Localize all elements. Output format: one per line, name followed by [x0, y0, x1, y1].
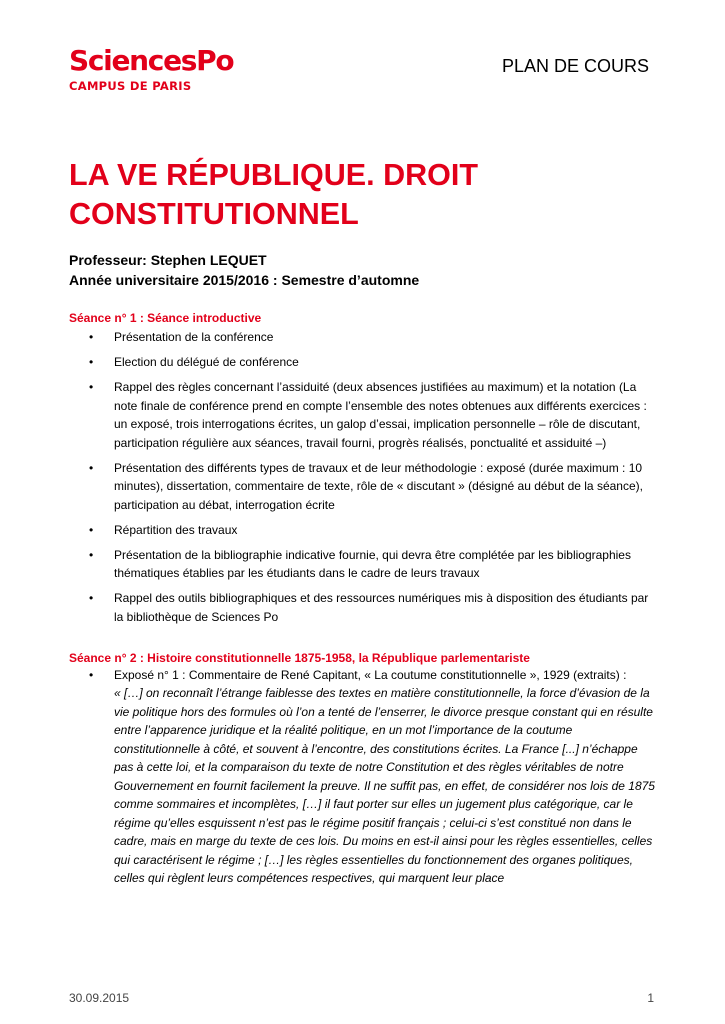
bullet-icon: • — [89, 547, 94, 562]
list-item: • Répartition des travaux — [0, 521, 659, 540]
course-meta — [69, 250, 419, 290]
list-item: • Présentation de la conférence — [0, 328, 659, 347]
session-1-heading: Séance n° 1 : Séance introductive — [69, 311, 262, 325]
bullet-icon: • — [89, 355, 94, 369]
bullet-icon: • — [89, 522, 94, 537]
footer-date: 30.09.2015 — [69, 991, 130, 1005]
list-item: • Rappel des outils bibliographiques et des ressources numériques mis à disposition des étudiants par la bibliothèque de Sciences Po — [89, 591, 649, 624]
session-1-list — [0, 328, 659, 626]
course-title-line-2: CONSTITUTIONNEL — [69, 197, 359, 231]
page-number: 1 — [647, 991, 654, 1005]
course-title — [69, 156, 669, 234]
list-item: • Exposé n° 1 : Commentaire de René Capitant, « La coutume constitutionnelle », 1929 (extraits) : — [0, 666, 659, 685]
bullet-icon: • — [89, 330, 94, 344]
list-item: • Election du délégué de conférence — [0, 353, 659, 372]
course-title-line-1: LA VE RÉPUBLIQUE. DROIT — [69, 158, 478, 192]
bullet-icon: • — [89, 380, 94, 394]
bullet-icon: • — [89, 460, 94, 475]
logo-campus: CAMPUS DE PARIS — [69, 79, 192, 93]
session-2-heading: Séance n° 2 : Histoire constitutionnelle 1875-1958, la République parlementariste — [69, 651, 530, 665]
list-item: • Rappel des règles concernant l’assiduité (deux absences justifiées au maximum) et la notation (La note finale de conférence prend en compte l’ensemble des notes obtenues aux différents exercices : un exposé, trois interrogations écrites, un galop d’essai, implication personnelle – rôle de discutant, participation régulière aux séances, travail fourni, progrès réalisés, ponctualité et assiduité –) — [89, 380, 647, 450]
bullet-icon: • — [89, 591, 94, 605]
sciencespo-logo — [69, 46, 233, 93]
document-type: PLAN DE COURS — [501, 56, 649, 76]
list-item: • Présentation des différents types de travaux et de leur méthodologie : exposé (durée maximum : 10 minutes), dissertation, commentaire de texte, rôle de « discutant » (désigné au début de la séance), participation au débat, interrogation écrite — [89, 460, 643, 512]
logo-wordmark: SciencesPo — [69, 44, 234, 77]
professor: Professeur: Stephen LEQUET — [69, 252, 267, 268]
session-2-list — [0, 666, 659, 685]
exposé-quote: « […] on reconnaît l’étrange faiblesse des textes en matière constitutionnelle, la force d’évasion de la vie politique hors des formules où l’on a tenté de l’enserrer, le divorce presque constant qui en résulte entre l’apparence juridique et la réalité politique, en un mot l’importance de la coutume constitutionnelle à côté, et souvent à l’encontre, des constitutions écrites. La France [...] n’échappe pas à cette loi, et la comparaison du texte de notre Constitution et des règles véritables de notre Gouvernement en fournit facilement la preuve. Il ne suffit pas, en effet, de considérer nos lois de 1875 comme sommaires et incomplètes, […] il faut porter sur elles un jugement plus catégorique, car le régime qu’elles esquissent n’est pas le régime positif français ; celui-ci s’est constitué non dans le cadre, mais en marge du texte de ces lois. Du moins en est-il ainsi pour les règles essentielles, celles qui caractérisent le régime ; […] les règles essentielles du fonctionnement des organes politiques, celles qui règlent leurs compétences respectives, qui marquent leur place — [114, 686, 655, 885]
bullet-icon: • — [89, 668, 94, 682]
academic-year: Année universitaire 2015/2016 : Semestre d’automne — [69, 272, 420, 288]
list-item: • Présentation de la bibliographie indicative fournie, qui devra être complétée par les bibliographies thématiques établies par les étudiants dans le cadre de leurs travaux — [89, 547, 631, 580]
